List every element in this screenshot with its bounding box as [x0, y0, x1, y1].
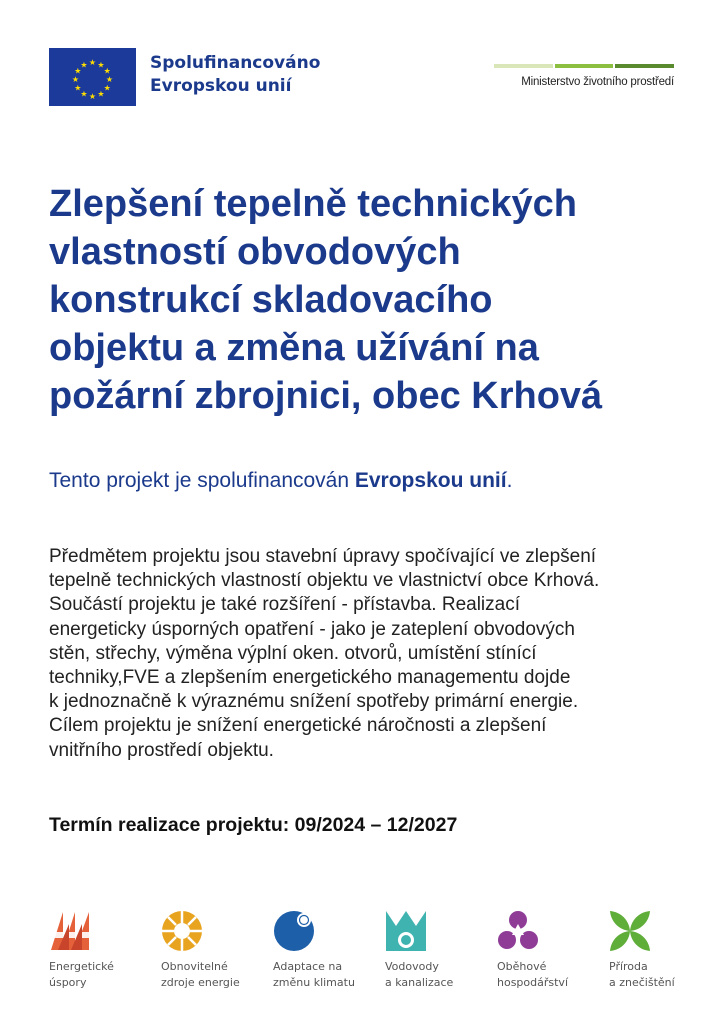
category-circular-economy — [497, 910, 609, 990]
ministry-bar-light — [494, 64, 553, 68]
category-energy-savings — [49, 910, 161, 990]
title-line: konstrukcí skladovacího — [49, 279, 493, 321]
description-line: Součástí projektu je také rozšíření - přístavba. Realizací — [49, 594, 520, 616]
description-line: stěn, střechy, výměna výplní oken. otvorů, umístění stínící — [49, 642, 537, 664]
ministry-name: Ministerstvo životního prostředí — [521, 76, 674, 88]
description-line: energeticky úsporných opatření - jako je zateplení obvodových — [49, 618, 575, 640]
circular-economy-icon — [497, 910, 539, 952]
category-nature-pollution — [609, 910, 721, 990]
category-label-line1: Oběhové — [497, 960, 547, 973]
eu-logo-line2: Evropskou unií — [150, 76, 292, 96]
svg-text:★: ★ — [105, 75, 114, 84]
nature-pollution-icon — [609, 910, 651, 952]
category-label-line2: a znečištění — [609, 975, 675, 989]
project-term: Termín realizace projektu: 09/2024 – 12/2027 — [49, 814, 458, 836]
category-icons — [49, 910, 709, 1000]
cofinance-statement — [49, 469, 512, 493]
description-line: Předmětem projektu jsou stavební úpravy spočívající ve zlepšení — [49, 546, 597, 567]
category-label-line2: zdroje energie — [161, 975, 240, 989]
eu-cofinance-logo-text — [150, 52, 320, 98]
project-description — [49, 545, 689, 763]
ministry-bar-dark — [615, 64, 674, 68]
title-line: požární zbrojnici, obec Krhová — [49, 375, 603, 417]
description-line: Cílem projektu je snížení energetické náročnosti a zlepšení — [49, 715, 547, 737]
description-line: tepelně technických vlastností objektu ve vlastnictví obce Krhová. — [49, 570, 600, 592]
svg-text:★: ★ — [97, 89, 105, 99]
svg-text:★: ★ — [103, 66, 111, 76]
category-renewable-energy — [161, 910, 273, 990]
category-label-line1: Energetické — [49, 960, 114, 973]
category-label-line2: úspory — [49, 975, 87, 989]
ministry-logo — [494, 64, 674, 88]
svg-text:★: ★ — [74, 83, 82, 93]
title-line: vlastností obvodových — [49, 231, 461, 273]
cofinance-bold: Evropskou unií — [354, 469, 507, 492]
category-water-management — [385, 910, 497, 990]
project-title — [49, 180, 699, 420]
svg-text:★: ★ — [97, 60, 105, 70]
category-label-line2: změnu klimatu — [273, 975, 355, 989]
category-label-line1: Vodovody — [385, 960, 439, 973]
cofinance-prefix: Tento projekt je spolufinancován — [49, 469, 355, 492]
category-label-line2: hospodářství — [497, 975, 569, 989]
energy-savings-icon — [49, 910, 91, 952]
climate-adaptation-icon — [273, 910, 315, 952]
eu-flag-icon — [49, 48, 136, 106]
ministry-logo-bars — [494, 64, 674, 68]
category-label-line1: Příroda — [609, 960, 648, 973]
description-line: vnitřního prostředí objektu. — [49, 739, 274, 761]
cofinance-suffix: . — [506, 469, 513, 492]
renewable-energy-icon — [161, 910, 203, 952]
svg-text:★: ★ — [80, 60, 88, 70]
category-label-line1: Adaptace na — [273, 960, 343, 973]
svg-text:★: ★ — [103, 83, 111, 93]
description-line: k jednoznačně k výraznému snížení spotřeby primární energie. — [49, 691, 579, 713]
svg-text:★: ★ — [80, 89, 88, 99]
category-climate-adaptation — [273, 910, 385, 990]
svg-text:★: ★ — [88, 58, 97, 67]
description-line: techniky,FVE a zlepšením energetického managementu dojde — [49, 667, 571, 689]
title-line: objektu a změna užívání na — [49, 327, 539, 369]
svg-text:★: ★ — [88, 92, 97, 101]
ministry-bar-mid — [555, 64, 614, 68]
category-label-line1: Obnovitelné — [161, 960, 228, 973]
title-line: Zlepšení tepelně technických — [49, 183, 577, 225]
category-label-line2: a kanalizace — [385, 975, 454, 989]
water-management-icon — [385, 910, 427, 952]
eu-logo-line1: Spolufinancováno — [150, 53, 321, 73]
svg-text:★: ★ — [74, 66, 82, 76]
svg-text:★: ★ — [71, 75, 80, 84]
